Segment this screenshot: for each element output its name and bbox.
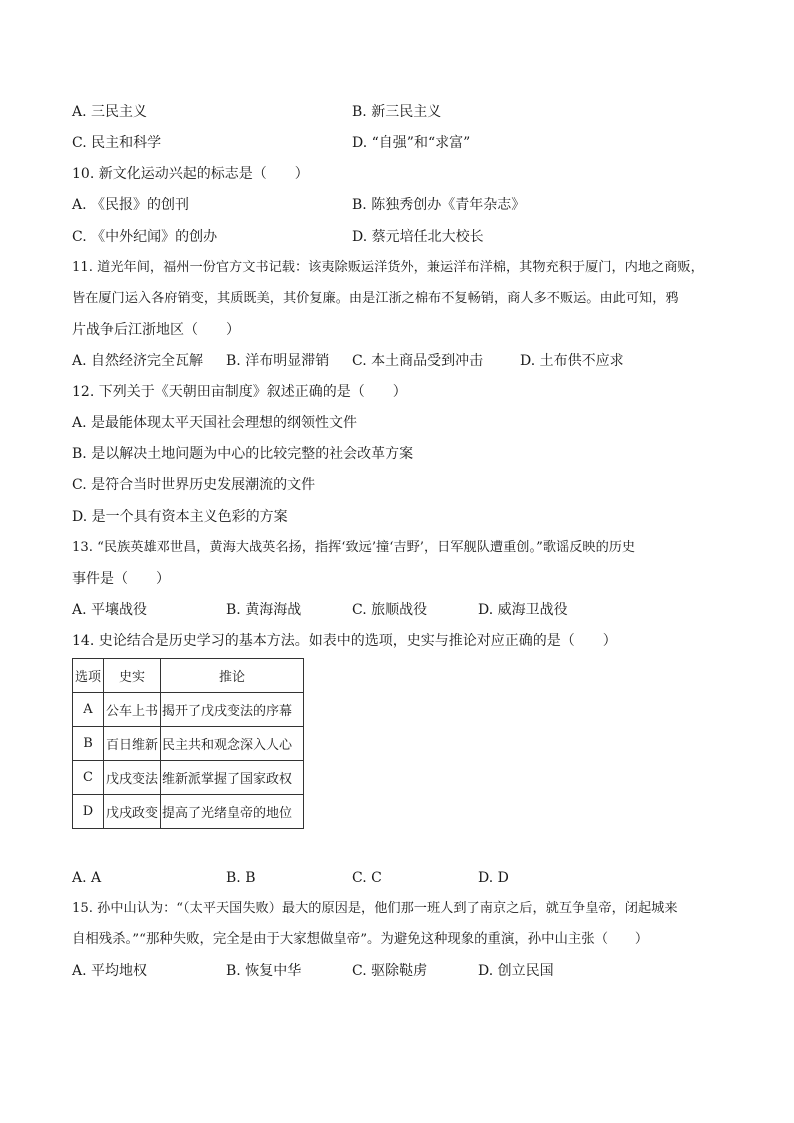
table-row xyxy=(73,727,304,761)
table-cell: B xyxy=(73,727,104,761)
q14-stem: 14. 史论结合是历史学习的基本方法。如表中的选项，史实与推论对应正确的是（ ） xyxy=(72,633,617,649)
q10-option-d[interactable]: D. 蔡元培任北大校长 xyxy=(352,229,484,245)
table-row xyxy=(73,761,304,795)
q15-option-b[interactable]: B. 恢复中华 xyxy=(226,963,302,979)
q15-option-d[interactable]: D. 创立民国 xyxy=(478,963,554,979)
table-cell: 百日维新 xyxy=(104,727,161,761)
q14-option-b[interactable]: B. B xyxy=(226,870,256,886)
table-row xyxy=(73,795,304,829)
q11-option-b[interactable]: B. 洋布明显滞销 xyxy=(226,353,330,369)
q13-option-d[interactable]: D. 威海卫战役 xyxy=(478,602,568,618)
q11-option-a[interactable]: A. 自然经济完全瓦解 xyxy=(72,353,204,369)
table-cell: 揭开了戊戌变法的序幕 xyxy=(161,693,304,727)
q10-option-a[interactable]: A. 《民报》的创刊 xyxy=(72,197,190,213)
table-cell: C xyxy=(73,761,104,795)
q9-option-d[interactable]: D. “自强”和“求富” xyxy=(352,135,471,151)
q13-stem-line-2: 事件是（ ） xyxy=(72,571,170,587)
q11-stem-line-2: 皆在厦门运入各府销变，其质既美，其价复廉。由是江浙之棉布不复畅销，商人多不贩运。由此可知，鸦 xyxy=(72,291,679,306)
q11-stem-line-1: 11. 道光年间，福州一份官方文书记载：该夷除贩运洋货外，兼运洋布洋棉，其物充积于厦门，内地之商贩， xyxy=(72,260,704,275)
q14-option-c[interactable]: C. C xyxy=(352,870,382,886)
table-header-cell: 选项 xyxy=(73,659,104,693)
q11-stem-line-3: 片战争后江浙地区（ ） xyxy=(72,322,240,338)
q11-option-c[interactable]: C. 本土商品受到冲击 xyxy=(352,353,484,369)
table-cell: 维新派掌握了国家政权 xyxy=(161,761,304,795)
q9-option-a[interactable]: A. 三民主义 xyxy=(72,104,148,120)
table-header-cell: 史实 xyxy=(104,659,161,693)
q13-option-b[interactable]: B. 黄海海战 xyxy=(226,602,302,618)
q9-option-b[interactable]: B. 新三民主义 xyxy=(352,104,442,120)
q13-stem-line-1: 13. “民族英雄邓世昌，黄海大战英名扬，指挥‘致远’撞‘吉野’，日军舰队遭重创。”歌谣反映的历史 xyxy=(72,540,636,555)
q15-stem-line-1: 15. 孙中山认为：“（太平天国失败）最大的原因是，他们那一班人到了南京之后，就互争皇帝，闭起城来 xyxy=(72,901,678,916)
q15-option-a[interactable]: A. 平均地权 xyxy=(72,963,148,979)
q13-option-a[interactable]: A. 平壤战役 xyxy=(72,602,148,618)
q15-option-c[interactable]: C. 驱除鞑虏 xyxy=(352,963,428,979)
q10-option-b[interactable]: B. 陈独秀创办《青年杂志》 xyxy=(352,197,526,213)
q12-option-b[interactable]: B. 是以解决土地问题为中心的比较完整的社会改革方案 xyxy=(72,446,414,462)
table-row xyxy=(73,693,304,727)
q11-option-d[interactable]: D. 土布供不应求 xyxy=(520,353,624,369)
q10-stem: 10. 新文化运动兴起的标志是（ ） xyxy=(72,166,309,182)
q12-option-d[interactable]: D. 是一个具有资本主义色彩的方案 xyxy=(72,509,288,525)
q13-option-c[interactable]: C. 旅顺战役 xyxy=(352,602,428,618)
table-cell: 提高了光绪皇帝的地位 xyxy=(161,795,304,829)
table-cell: 戊戌变法 xyxy=(104,761,161,795)
table-header-row xyxy=(73,659,304,693)
table-header-cell: 推论 xyxy=(161,659,304,693)
q14-table xyxy=(72,658,304,829)
q9-option-c[interactable]: C. 民主和科学 xyxy=(72,135,162,151)
q15-stem-line-2: 自相残杀。”“那种失败，完全是由于大家想做皇帝”。为避免这种现象的重演，孙中山主张（ ） xyxy=(72,932,649,947)
q12-option-a[interactable]: A. 是最能体现太平天国社会理想的纲领性文件 xyxy=(72,415,358,431)
q14-option-d[interactable]: D. D xyxy=(478,870,509,886)
table-cell: A xyxy=(73,693,104,727)
table-cell: 公车上书 xyxy=(104,693,161,727)
table-cell: D xyxy=(73,795,104,829)
q12-option-c[interactable]: C. 是符合当时世界历史发展潮流的文件 xyxy=(72,477,316,493)
table-cell: 民主共和观念深入人心 xyxy=(161,727,304,761)
table-cell: 戊戌政变 xyxy=(104,795,161,829)
q12-stem: 12. 下列关于《天朝田亩制度》叙述正确的是（ ） xyxy=(72,384,407,400)
q10-option-c[interactable]: C. 《中外纪闻》的创办 xyxy=(72,229,218,245)
q14-option-a[interactable]: A. A xyxy=(72,870,102,886)
